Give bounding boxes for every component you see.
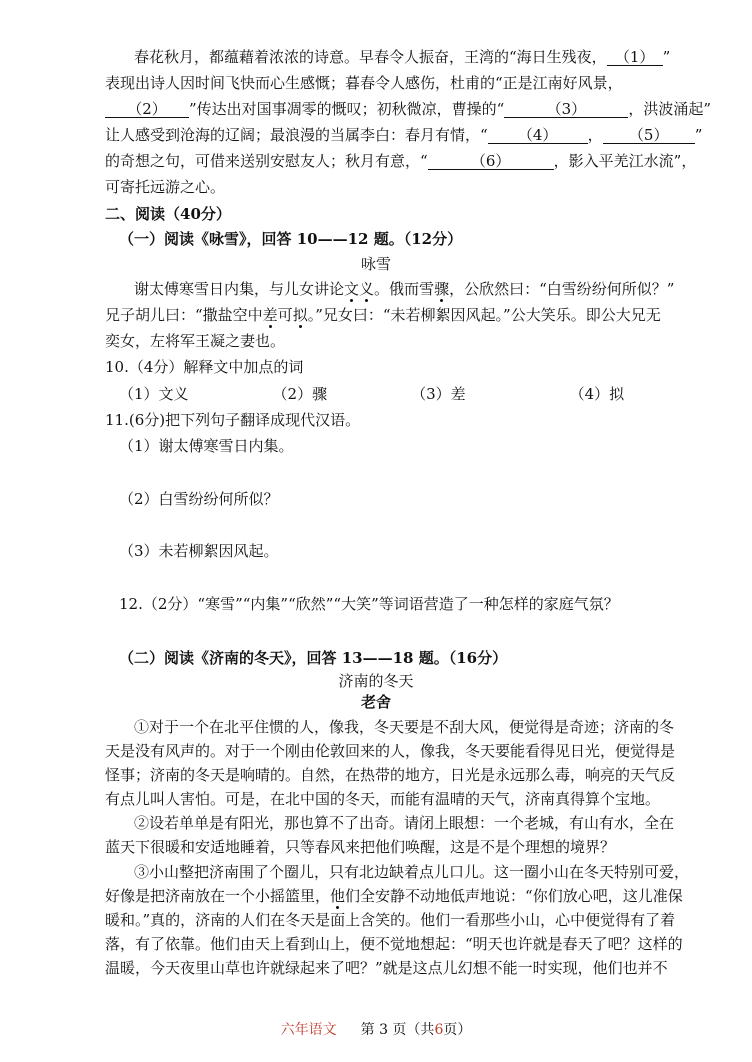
dotted-char-wen: 文	[344, 280, 360, 298]
poem-title: 咏雪	[360, 255, 391, 273]
blank-5[interactable]: （5）	[603, 127, 695, 144]
question-10-items	[119, 384, 624, 404]
article-line-2: 天是没有风声的。对于一个刚由伦敦回来的人，像我，冬天要能看得见日光，便觉得是	[105, 742, 676, 760]
article-title: 济南的冬天	[338, 672, 414, 690]
poem-line-4: 让人感受到沧海的辽阔；最浪漫的当属李白：春月有情，“ （4） ， （5） ”	[105, 126, 703, 144]
footer-total-pages: 6	[434, 1022, 444, 1038]
subsection-2-heading: （二）阅读《济南的冬天》，回答 13——18 题。（16分）	[119, 649, 508, 667]
section-heading: 二、阅读（40分）	[105, 205, 231, 223]
question-10: 10.（4分）解释文中加点的词	[105, 358, 304, 376]
article-author: 老舍	[360, 693, 391, 711]
classical-text-line-3: 奕女，左将军王凝之妻也。	[105, 332, 286, 350]
footer-page: 第 3 页（共	[360, 1022, 435, 1038]
poem-line-6: 可寄托远游之心。	[105, 178, 226, 196]
question-12: 12.（2分）“寒雪”“内集”“欣然”“大笑”等词语营造了一种怎样的家庭气氛？	[119, 595, 619, 613]
blank-6[interactable]: （6）	[428, 153, 554, 170]
article-line-5: ②设若单单是有阳光，那也算不了出奇。请闭上眼想：一个老城，有山有水，全在	[134, 814, 675, 832]
footer-subject: 六年语文	[280, 1022, 337, 1038]
classical-text-line-1: 谢太傅寒雪日内集，与儿女讲论文义。俄而雪骤，公欣然曰：“白雪纷纷何所似？”	[134, 280, 675, 298]
article-line-6: 蓝天下很暖和安适地睡着，只等春风来把他们唤醒，这是不是个理想的境界？	[105, 838, 616, 856]
blank-1[interactable]: （1）	[607, 49, 663, 66]
dotted-char-cha: 差	[262, 306, 278, 324]
article-line-3: 怪事；济南的冬天是响晴的。自然，在热带的地方，日光是永远那么毒，响亮的天气反	[105, 766, 676, 784]
page-footer	[0, 1019, 752, 1039]
dotted-char-zhou: 骤	[434, 280, 450, 298]
subsection-1-heading: （一）阅读《咏雪》，回答 10——12 题。（12分）	[119, 230, 463, 248]
dotted-char-yi: 义	[359, 280, 375, 298]
q11-item-3: （3）未若柳絮因风起。	[119, 542, 279, 560]
article-line-10: 落，有了依靠。他们由天上看到山上，便不觉地想起：“明天也许就是春天了吧？这样的	[105, 935, 683, 953]
poem-line-1: 春花秋月，都蕴藉着浓浓的诗意。早春令人振奋，王湾的“海日生残夜， （1） ”	[134, 48, 671, 66]
q10-item-4: （4）拟	[569, 385, 625, 403]
question-11: 11.(6分)把下列句子翻译成现代汉语。	[105, 411, 361, 429]
article-line-8: 好像是把济南放在一个小摇篮里，他们全安静不动地低声地说：“你们放心吧，这儿准保	[105, 887, 683, 905]
article-line-9: 暖和。”真的，济南的人们在冬天是面上含笑的。他们一看那些小山，心中便觉得有了着	[105, 911, 676, 929]
poem-line-5: 的奇想之句，可借来送别安慰友人；秋月有意，“ （6） ，影入平羌江水流”，	[105, 152, 697, 170]
poem-line-3: （2） ”传达出对国事凋零的慨叹；初秋微凉，曹操的“ （3） ，洪波涌起”	[105, 99, 711, 119]
article-line-4: 有点儿叫人害怕。可是，在北中国的冬天，而能有温晴的天气，济南真得算个宝地。	[105, 790, 661, 808]
q10-item-2: （2）骤	[272, 385, 328, 403]
blank-4[interactable]: （4）	[488, 127, 588, 144]
blank-2[interactable]: （2）	[105, 101, 189, 118]
article-line-7: ③小山整把济南围了个圈儿，只有北边缺着点儿口儿。这一圈小山在冬天特别可爱，	[134, 863, 690, 881]
q11-item-1: （1）谢太傅寒雪日内集。	[119, 437, 294, 455]
article-line-11: 温暖，今天夜里山草也许就绿起来了吧？”就是这点儿幻想不能一时实现，他们也并不	[105, 959, 668, 977]
poem-line-2: 表现出诗人因时间飞快而心生感慨；暮春令人感伤，杜甫的“正是江南好风景，	[105, 74, 623, 92]
article-line-1: ①对于一个在北平住惯的人，像我，冬天要是不刮大风，便觉得是奇迹；济南的冬	[134, 718, 675, 736]
dotted-char-ni: 拟	[292, 306, 308, 324]
classical-text-line-2: 兄子胡儿曰：“撒盐空中差可拟。”兄女曰：“未若柳絮因风起。”公大笑乐。即公大兄无	[105, 306, 661, 324]
q10-item-1: （1）文义	[119, 385, 189, 403]
q10-item-3: （3）差	[411, 385, 466, 403]
q11-item-2: （2）白雪纷纷何所似？	[119, 490, 279, 508]
footer-end: 页）	[443, 1022, 472, 1038]
dotted-char-ta: 他	[330, 887, 346, 905]
blank-3[interactable]: （3）	[504, 101, 628, 118]
